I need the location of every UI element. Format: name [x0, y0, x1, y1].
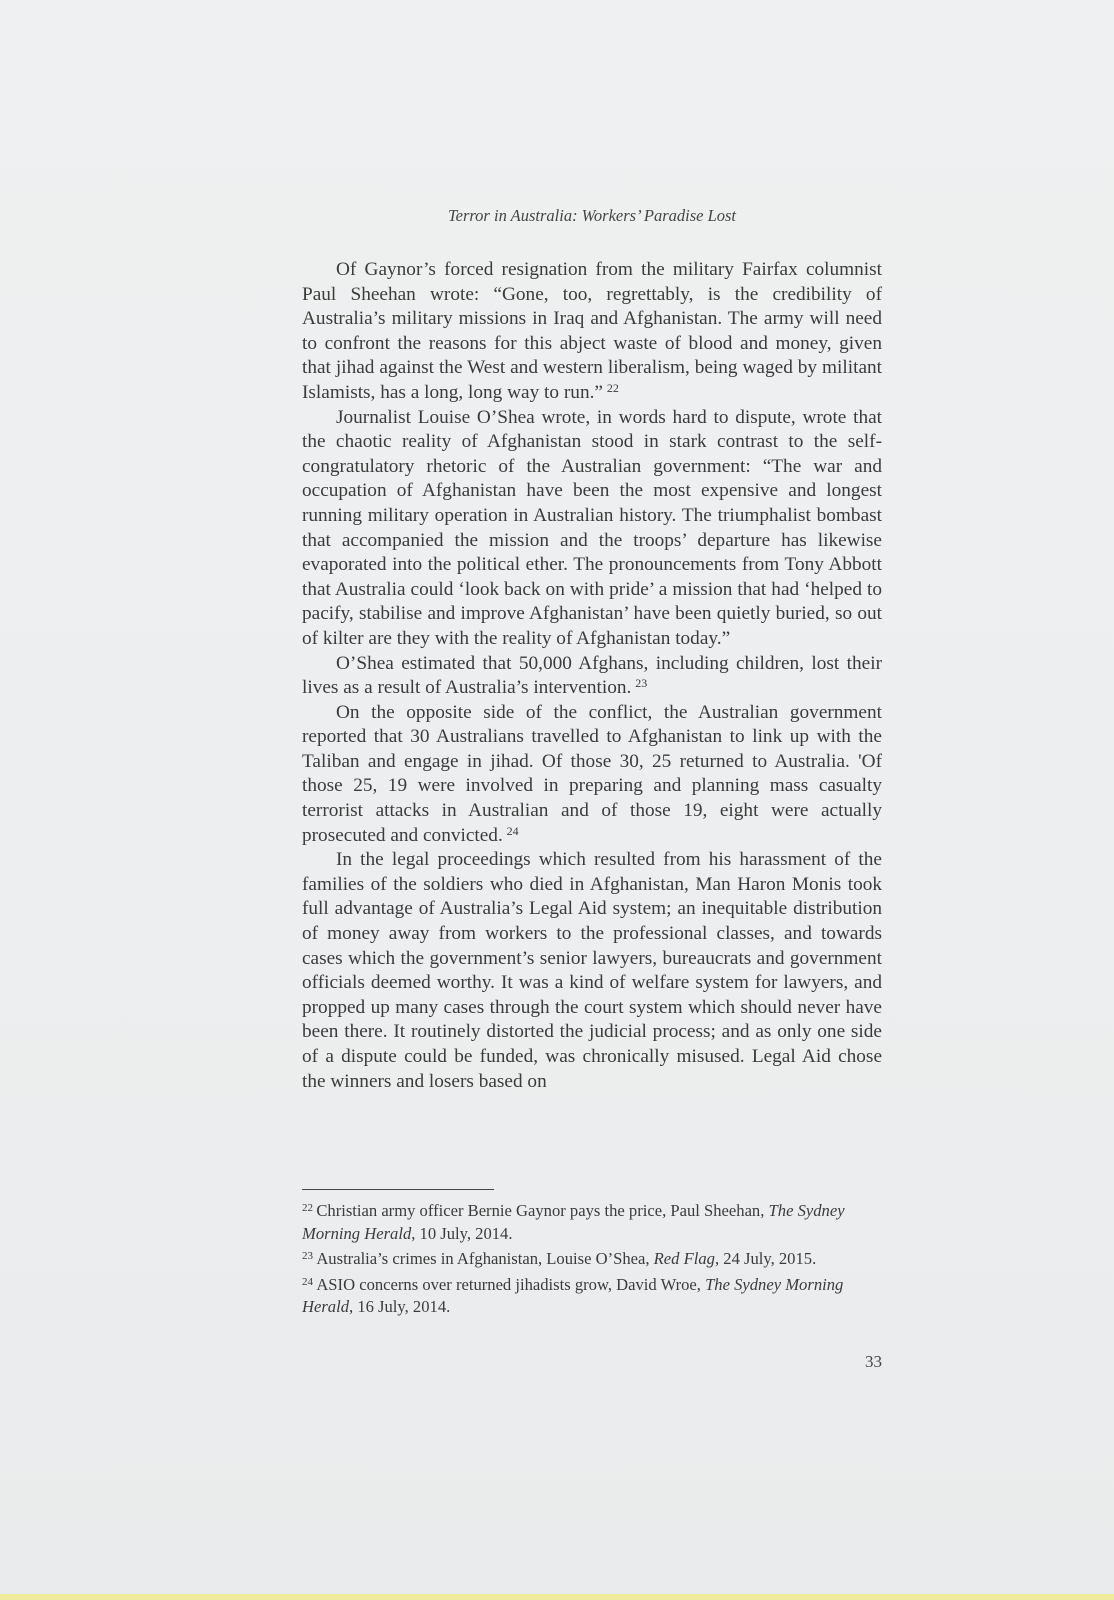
paragraph	[302, 848, 882, 1094]
footnote	[302, 1274, 882, 1319]
paragraph-text: On the opposite side of the conflict, the Australian government reported that 30 Australians travelled to Afghanistan to link up with the Taliban and engage in jihad. Of those 30, 25 returned to Australia. 'Of those 25, 19 were involved in preparing and planning mass casualty terrorist attacks in Australian and of those 19, eight were actually prosecuted and convicted.	[302, 701, 882, 846]
paragraph-text: Journalist Louise O’Shea wrote, in words hard to dispute, wrote that the chaotic reality of Afghanistan stood in stark contrast to the self-congratulatory rhetoric of the Australian government: “The war and occupation of Afghanistan have been the most expensive and longest running military operation in Australian history. The triumphalist bombast that accompanied the mission and the troops’ departure has likewise evaporated into the political ether. The pronouncements from Tony Abbott that Australia could ‘look back on with pride’ a mission that had ‘helped to pacify, stabilise and improve Afghanistan’ have been quietly buried, so out of kilter are they with the reality of Afghanistan today.”	[302, 406, 882, 649]
paragraph-text: Of Gaynor’s forced resignation from the military Fairfax columnist Paul Sheehan wrote: “Gone, too, regrettably, is the credibility of Australia’s military missions in Iraq and Afghanistan. The army will need to confront the reasons for this abject waste of blood and money, given that jihad against the West and western liberalism, being waged by militant Islamists, has a long, long way to run.”	[302, 259, 882, 403]
footnote-source: Red Flag	[653, 1249, 715, 1268]
footnote-date: , 16 July, 2014.	[349, 1297, 451, 1316]
body-text	[302, 258, 882, 1094]
footnote-number: 23	[302, 1250, 313, 1262]
paragraph-text: In the legal proceedings which resulted from his harassment of the families of the soldiers who died in Afghanistan, Man Haron Monis took full advantage of Australia’s Legal Aid system; an inequitable distribution of money away from workers to the professional classes, and towards cases which the government’s senior lawyers, bureaucrats and government officials deemed worthy. It was a kind of welfare system for lawyers, and propped up many cases through the court system which should never have been there. It routinely distorted the judicial process; and as only one side of a dispute could be funded, was chronically misused. Legal Aid chose the winners and losers based on	[302, 849, 882, 1092]
footnote	[302, 1200, 882, 1245]
page-number: 33	[865, 1352, 882, 1371]
footnote	[302, 1248, 882, 1271]
footnote-ref: 22	[606, 380, 619, 395]
paragraph	[302, 406, 882, 652]
paragraph	[302, 652, 882, 701]
footnote-source: The Sydney Morning Herald	[302, 1201, 845, 1243]
footnote-date: , 24 July, 2015.	[714, 1249, 817, 1268]
footnote-divider	[302, 1189, 494, 1190]
running-header: Terror in Australia: Workers’ Paradise Lost	[447, 206, 737, 225]
footnote-ref: 23	[635, 676, 648, 691]
footnote-number: 22	[302, 1202, 313, 1214]
footnote-text: Christian army officer Bernie Gaynor pays the price, Paul Sheehan,	[316, 1201, 765, 1220]
footnote-number: 24	[302, 1275, 313, 1288]
footnote-source: The Sydney Morning Herald	[302, 1274, 844, 1316]
footnote-date: , 10 July, 2014.	[411, 1223, 513, 1243]
footnote-text: Australia’s crimes in Afghanistan, Louise O’Shea,	[316, 1249, 650, 1268]
footnote-ref: 24	[506, 823, 519, 838]
paragraph	[302, 701, 882, 849]
page-edge	[0, 1594, 1114, 1600]
footnote-text: ASIO concerns over returned jihadists grow, David Wroe,	[316, 1274, 701, 1294]
paragraph-text: O’Shea estimated that 50,000 Afghans, including children, lost their lives as a result of Australia’s intervention.	[302, 652, 882, 699]
paragraph	[302, 258, 882, 406]
footnotes	[302, 1200, 882, 1322]
